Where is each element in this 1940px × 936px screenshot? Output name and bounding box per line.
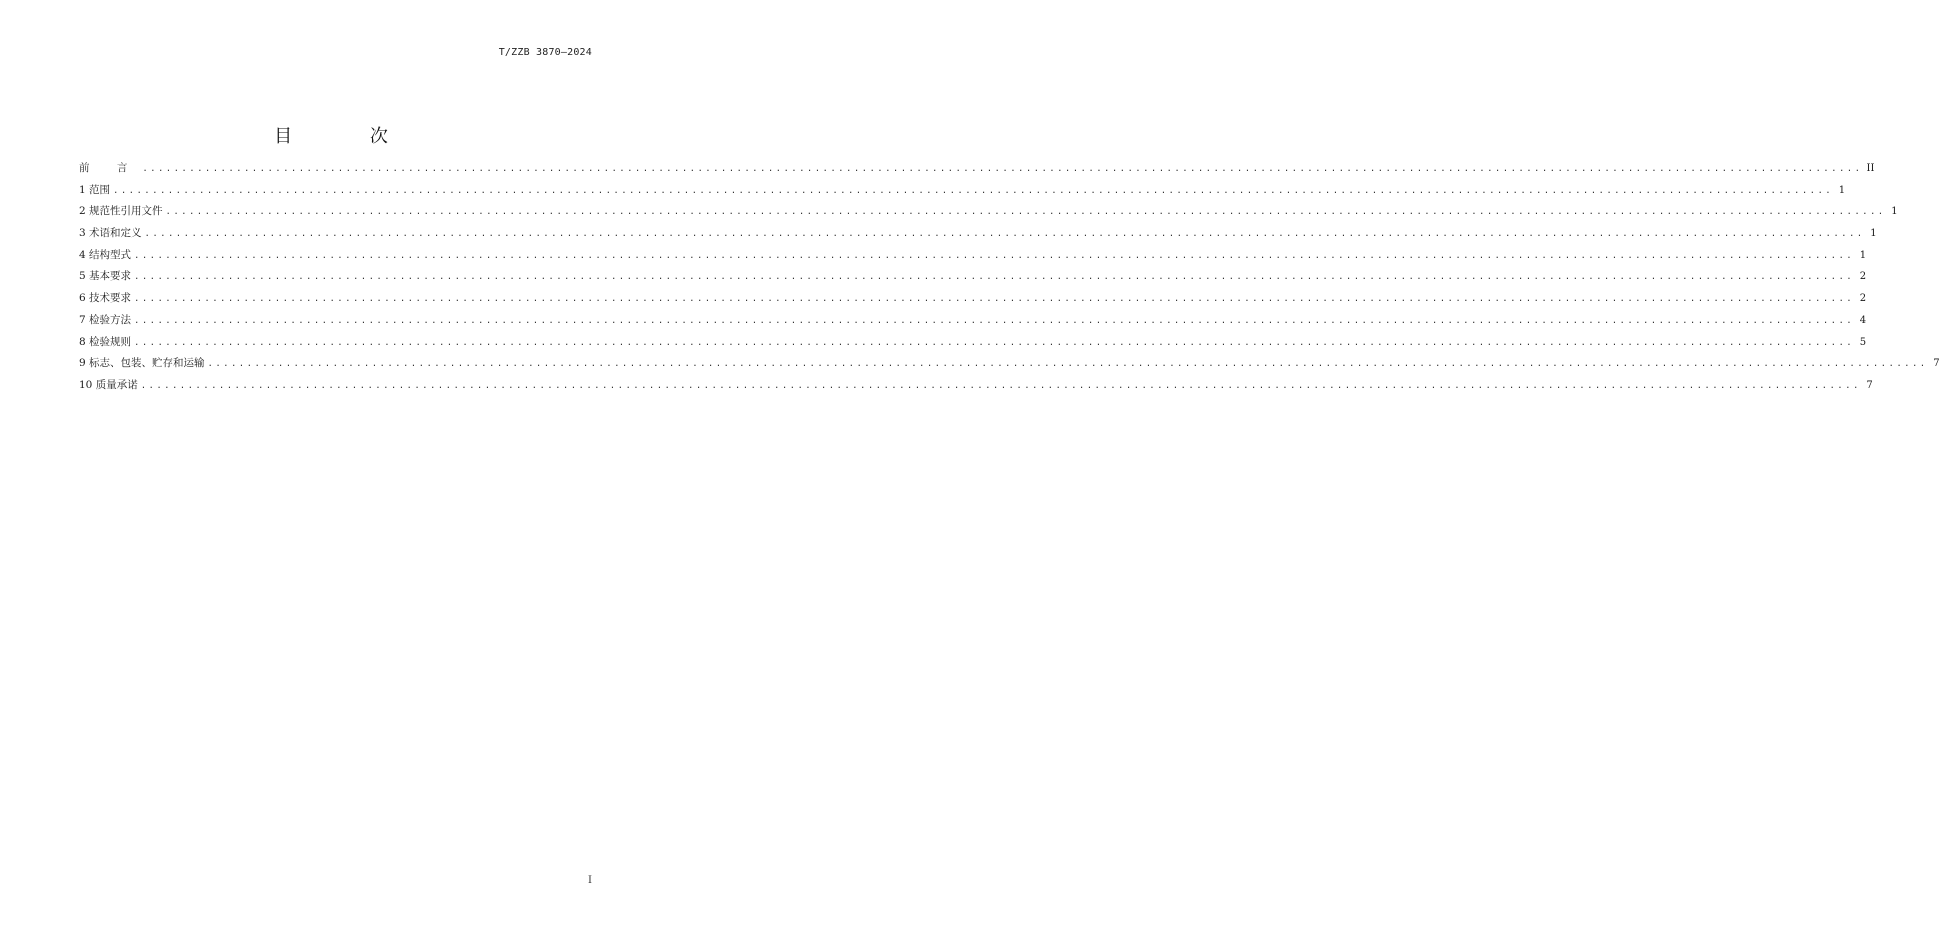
toc-entry[interactable] [79, 180, 1846, 202]
toc-leader-dots: ............................................................................................................................................................................................................................ [144, 229, 1865, 240]
toc-entry[interactable] [79, 310, 1867, 332]
toc-entry[interactable] [79, 332, 1867, 354]
toc-leader-dots: ............................................................................................................................................................................................................................ [134, 272, 1855, 283]
toc-entry[interactable] [79, 266, 1867, 288]
toc-entry-label: 7 检验方法 [79, 313, 132, 326]
toc-entry-page: 1 [1859, 249, 1867, 261]
toc-title: 目 次 [274, 126, 424, 147]
toc-entry-page: 4 [1859, 314, 1867, 326]
toc-entry-label: 10 质量承诺 [79, 378, 138, 391]
toc-entry-page: 5 [1859, 336, 1867, 348]
toc-leader-dots: ............................................................................................................................................................................................................................ [165, 207, 1886, 218]
document-id: T/ZZB 3870—2024 [498, 47, 592, 58]
toc-entry-label: 3 术语和定义 [79, 227, 142, 240]
toc-entry[interactable] [79, 201, 1898, 223]
toc-leader-dots: ............................................................................................................................................................................................................................ [113, 185, 1834, 196]
toc-leader-dots: ............................................................................................................................................................................................................................ [207, 359, 1928, 370]
toc-entry-page: 1 [1891, 206, 1898, 218]
toc-entry-label: 前 言 [79, 162, 140, 174]
toc-entry-page: II [1866, 163, 1875, 174]
toc-leader-dots: ............................................................................................................................................................................................................................ [134, 250, 1855, 261]
toc-entry-label: 6 技术要求 [79, 292, 132, 305]
toc-entry-page: 1 [1870, 228, 1877, 240]
toc-entry[interactable] [79, 288, 1867, 310]
toc-entry[interactable] [79, 245, 1867, 267]
toc-entry[interactable] [79, 375, 1873, 397]
table-of-contents [79, 158, 1940, 397]
toc-entry-page: 7 [1933, 358, 1940, 370]
toc-entry-label: 2 规范性引用文件 [79, 205, 163, 218]
toc-entry-label: 1 范围 [79, 183, 111, 196]
toc-leader-dots: ............................................................................................................................................................................................................................ [134, 294, 1855, 305]
toc-leader-dots: ............................................................................................................................................................................................................................ [140, 380, 1861, 391]
toc-entry-label: 5 基本要求 [79, 270, 132, 283]
toc-leader-dots: ............................................................................................................................................................................................................................ [134, 337, 1855, 348]
toc-entry-page: 1 [1838, 184, 1846, 196]
page-number: I [588, 875, 592, 886]
toc-leader-dots: ............................................................................................................................................................................................................................ [134, 315, 1855, 326]
toc-entry-label: 4 结构型式 [79, 248, 132, 261]
toc-entry-page: 2 [1859, 271, 1867, 283]
toc-entry[interactable] [79, 158, 1875, 180]
toc-entry-label: 8 检验规则 [79, 335, 132, 348]
toc-leader-dots: ............................................................................................................................................................................................................................ [142, 164, 1863, 174]
toc-entry[interactable] [79, 353, 1940, 375]
toc-entry-page: 7 [1866, 379, 1873, 391]
toc-entry-page: 2 [1859, 293, 1867, 305]
toc-entry-label: 9 标志、包装、贮存和运输 [79, 357, 205, 370]
toc-entry[interactable] [79, 223, 1877, 245]
